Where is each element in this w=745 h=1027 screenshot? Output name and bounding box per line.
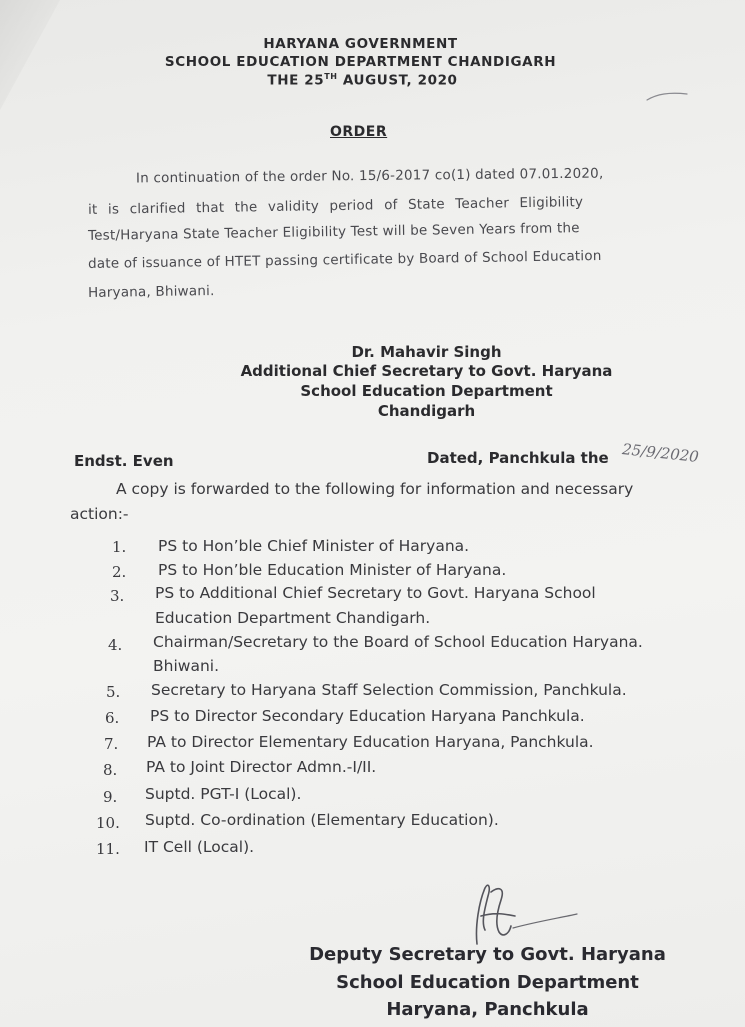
- recipient-number: 3.: [110, 587, 125, 605]
- recipient-line: Chairman/Secretary to the Board of School Education Haryana.: [153, 633, 643, 651]
- deputy-secretary-department: School Education Department: [336, 972, 639, 993]
- body-line-3: Test/Haryana State Teacher Eligibility Test will be Seven Years from the: [87, 220, 580, 244]
- header-government: HARYANA GOVERNMENT: [263, 36, 458, 52]
- recipient-line: Suptd. PGT-I (Local).: [145, 785, 302, 803]
- recipient-line: Suptd. Co-ordination (Elementary Education).: [145, 811, 499, 829]
- recipient-line: PA to Joint Director Admn.-I/II.: [146, 758, 377, 776]
- recipient-line: PS to Hon’ble Education Minister of Haryana.: [158, 561, 507, 579]
- pen-mark: [645, 88, 690, 104]
- endorsement-dated: Dated, Panchkula the: [427, 449, 609, 467]
- header-date: THE 25TH AUGUST, 2020: [267, 72, 458, 89]
- recipient-line: Bhiwani.: [153, 657, 219, 675]
- signatory-designation: Additional Chief Secretary to Govt. Haryana: [240, 362, 613, 380]
- recipient-number: 4.: [108, 636, 123, 654]
- recipient-number: 6.: [105, 709, 120, 727]
- forward-note-line-2: action:-: [70, 505, 129, 523]
- recipient-line: PS to Director Secondary Education Haryana Panchkula.: [150, 707, 585, 725]
- recipient-number: 2.: [112, 563, 127, 581]
- endorsement-label: Endst. Even: [74, 452, 174, 470]
- recipient-number: 8.: [103, 761, 118, 779]
- recipient-line: IT Cell (Local).: [144, 838, 255, 856]
- signatory-department: School Education Department: [300, 382, 553, 400]
- deputy-secretary-title: Deputy Secretary to Govt. Haryana: [309, 944, 666, 965]
- body-line-4: date of issuance of HTET passing certificate by Board of School Education: [87, 247, 602, 273]
- recipient-number: 1.: [112, 538, 127, 556]
- recipient-line: PS to Hon’ble Chief Minister of Haryana.: [158, 537, 470, 555]
- recipient-number: 11.: [96, 840, 120, 858]
- recipient-line: Secretary to Haryana Staff Selection Commission, Panchkula.: [151, 681, 627, 699]
- body-line-5: Haryana, Bhiwani.: [87, 283, 215, 301]
- recipient-number: 7.: [104, 735, 119, 753]
- recipient-line: PS to Additional Chief Secretary to Govt. Haryana School: [155, 584, 596, 602]
- signatory-place: Chandigarh: [377, 402, 476, 420]
- handwritten-date: 25/9/2020: [621, 440, 700, 466]
- recipient-number: 9.: [103, 788, 118, 806]
- forward-note-line-1: A copy is forwarded to the following for information and necessary: [116, 480, 634, 498]
- recipient-number: 10.: [96, 814, 120, 832]
- header-department: SCHOOL EDUCATION DEPARTMENT CHANDIGARH: [164, 54, 557, 70]
- body-line-1: In continuation of the order No. 15/6-2017 co(1) dated 07.01.2020,: [135, 165, 604, 187]
- recipient-line: PA to Director Elementary Education Haryana, Panchkula.: [147, 733, 594, 751]
- handwritten-signature: [455, 878, 585, 950]
- deputy-secretary-place: Haryana, Panchkula: [386, 999, 589, 1020]
- recipient-number: 5.: [106, 683, 121, 701]
- order-title: ORDER: [330, 124, 388, 140]
- body-line-2: it is clarified that the validity period of State Teacher Eligibility: [87, 194, 584, 218]
- signatory-name: Dr. Mahavir Singh: [351, 343, 502, 361]
- recipient-line: Education Department Chandigarh.: [155, 609, 431, 627]
